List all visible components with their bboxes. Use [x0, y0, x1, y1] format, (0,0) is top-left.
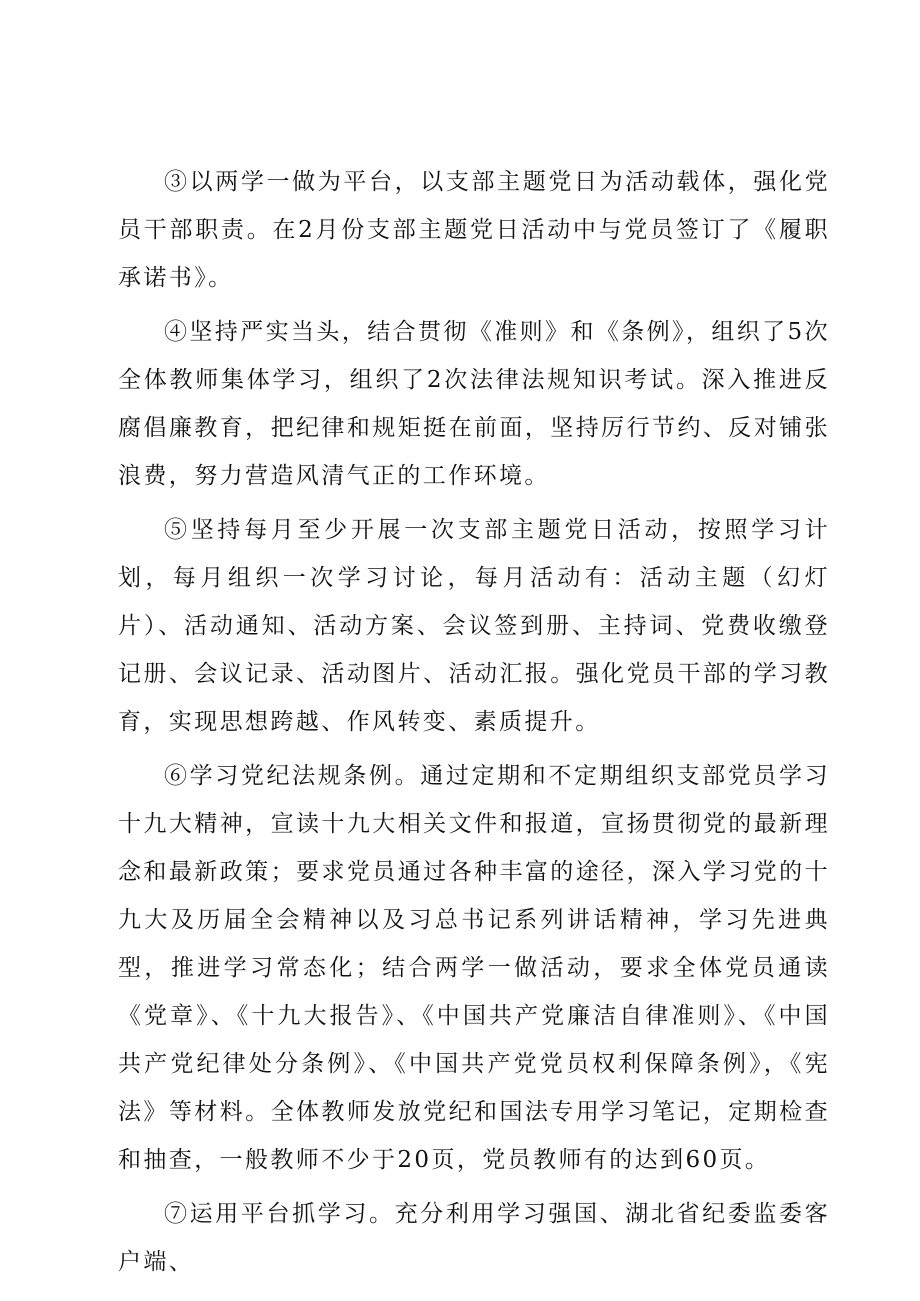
paragraph-3: ③以两学一做为平台，以支部主题党日为活动载体，强化党员干部职责。在2月份支部主题党日活动中与党员签订了《履职承诺书》。: [118, 169, 830, 291]
paragraph-5: ⑤坚持每月至少开展一次支部主题党日活动，按照学习计划，每月组织一次学习讨论，每月活动有：活动主题（幻灯片）、活动通知、活动方案、会议签到册、主持词、党费收缴登记册、会议记录、活动图片、活动汇报。强化党员干部的学习教育，实现思想跨越、作风转变、素质提升。: [118, 517, 830, 735]
paragraph-4: ④坚持严实当头，结合贯彻《准则》和《条例》，组织了5次全体教师集体学习，组织了2次法律法规知识考试。深入推进反腐倡廉教育，把纪律和规矩挺在前面，坚持厉行节约、反对铺张浪费，努力营造风清气正的工作环境。: [118, 319, 830, 489]
paragraph-7: ⑦运用平台抓学习。充分利用学习强国、湖北省纪委监委客户端、: [118, 1201, 830, 1275]
paragraph-6: ⑥学习党纪法规条例。通过定期和不定期组织支部党员学习十九大精神，宣读十九大相关文件和报道，宣扬贯彻党的最新理念和最新政策；要求党员通过各种丰富的途径，深入学习党的十九大及历届全会精神以及习总书记系列讲话精神，学习先进典型，推进学习常态化；结合两学一做活动，要求全体党员通读《党章》、《十九大报告》、《中国共产党廉洁自律准则》、《中国共产党纪律处分条例》、《中国共产党党员权利保障条例》，《宪法》等材料。全体教师发放党纪和国法专用学习笔记，定期检查和抽查，一般教师不少于20页，党员教师有的达到60页。: [118, 763, 830, 1173]
document-body: [118, 158, 830, 1292]
